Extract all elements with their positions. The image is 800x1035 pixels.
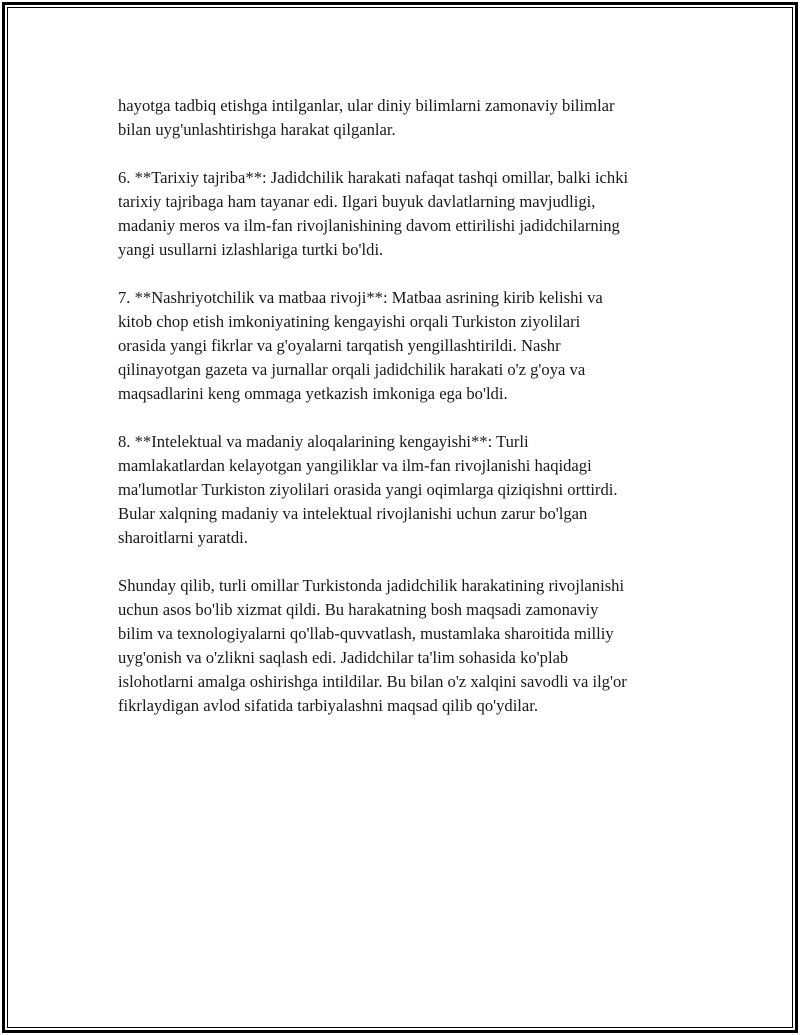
text-line: Shunday qilib, turli omillar Turkistonda jadidchilik harakatining rivojlanishi [118, 576, 625, 595]
text-line: fikrlaydigan avlod sifatida tarbiyalashni maqsad qilib qo'ydilar. [118, 696, 539, 715]
text-line: sharoitlarni yaratdi. [118, 528, 248, 547]
paragraph-item-8 [118, 430, 698, 550]
text-line: ma'lumotlar Turkiston ziyolilari orasida yangi oqimlarga qiziqishni orttirdi. [118, 480, 618, 499]
text-line: kitob chop etish imkoniyatining kengayishi orqali Turkiston ziyolilari [118, 312, 581, 331]
text-line: tarixiy tajribaga ham tayanar edi. Ilgari buyuk davlatlarning mavjudligi, [118, 192, 596, 211]
text-line: orasida yangi fikrlar va g'oyalarni tarqatish yengillashtirildi. Nashr [118, 336, 561, 355]
paragraph-item-6 [118, 166, 698, 262]
text-line: madaniy meros va ilm-fan rivojlanishining davom ettirilishi jadidchilarning [118, 216, 620, 235]
text-line: hayotga tadbiq etishga intilganlar, ular diniy bilimlarni zamonaviy bilimlar [118, 96, 615, 115]
text-line: Bular xalqning madaniy va intelektual rivojlanishi uchun zarur bo'lgan [118, 504, 588, 523]
paragraph-item-7 [118, 286, 698, 406]
document-body [118, 94, 698, 742]
text-line: mamlakatlardan kelayotgan yangiliklar va ilm-fan rivojlanishi haqidagi [118, 456, 592, 475]
text-line: 8. **Intelektual va madaniy aloqalarining kengayishi**: Turli [118, 432, 529, 451]
text-line: uchun asos bo'lib xizmat qildi. Bu harakatning bosh maqsadi zamonaviy [118, 600, 599, 619]
text-line: uyg'onish va o'zlikni saqlash edi. Jadidchilar ta'lim sohasida ko'plab [118, 648, 569, 667]
text-line: bilim va texnologiyalarni qo'llab-quvvatlash, mustamlaka sharoitida milliy [118, 624, 614, 643]
text-line: bilan uyg'unlashtirishga harakat qilganlar. [118, 120, 396, 139]
paragraph-intro-continuation [118, 94, 698, 142]
text-line: islohotlarni amalga oshirishga intildilar. Bu bilan o'z xalqini savodli va ilg'or [118, 672, 627, 691]
text-line: yangi usullarni izlashlariga turtki bo'ldi. [118, 240, 384, 259]
text-line: 7. **Nashriyotchilik va matbaa rivoji**: Matbaa asrining kirib kelishi va [118, 288, 603, 307]
text-line: maqsadlarini keng ommaga yetkazish imkoniga ega bo'ldi. [118, 384, 508, 403]
paragraph-conclusion [118, 574, 698, 718]
text-line: qilinayotgan gazeta va jurnallar orqali jadidchilik harakati o'z g'oya va [118, 360, 586, 379]
text-line: 6. **Tarixiy tajriba**: Jadidchilik harakati nafaqat tashqi omillar, balki ichki [118, 168, 629, 187]
